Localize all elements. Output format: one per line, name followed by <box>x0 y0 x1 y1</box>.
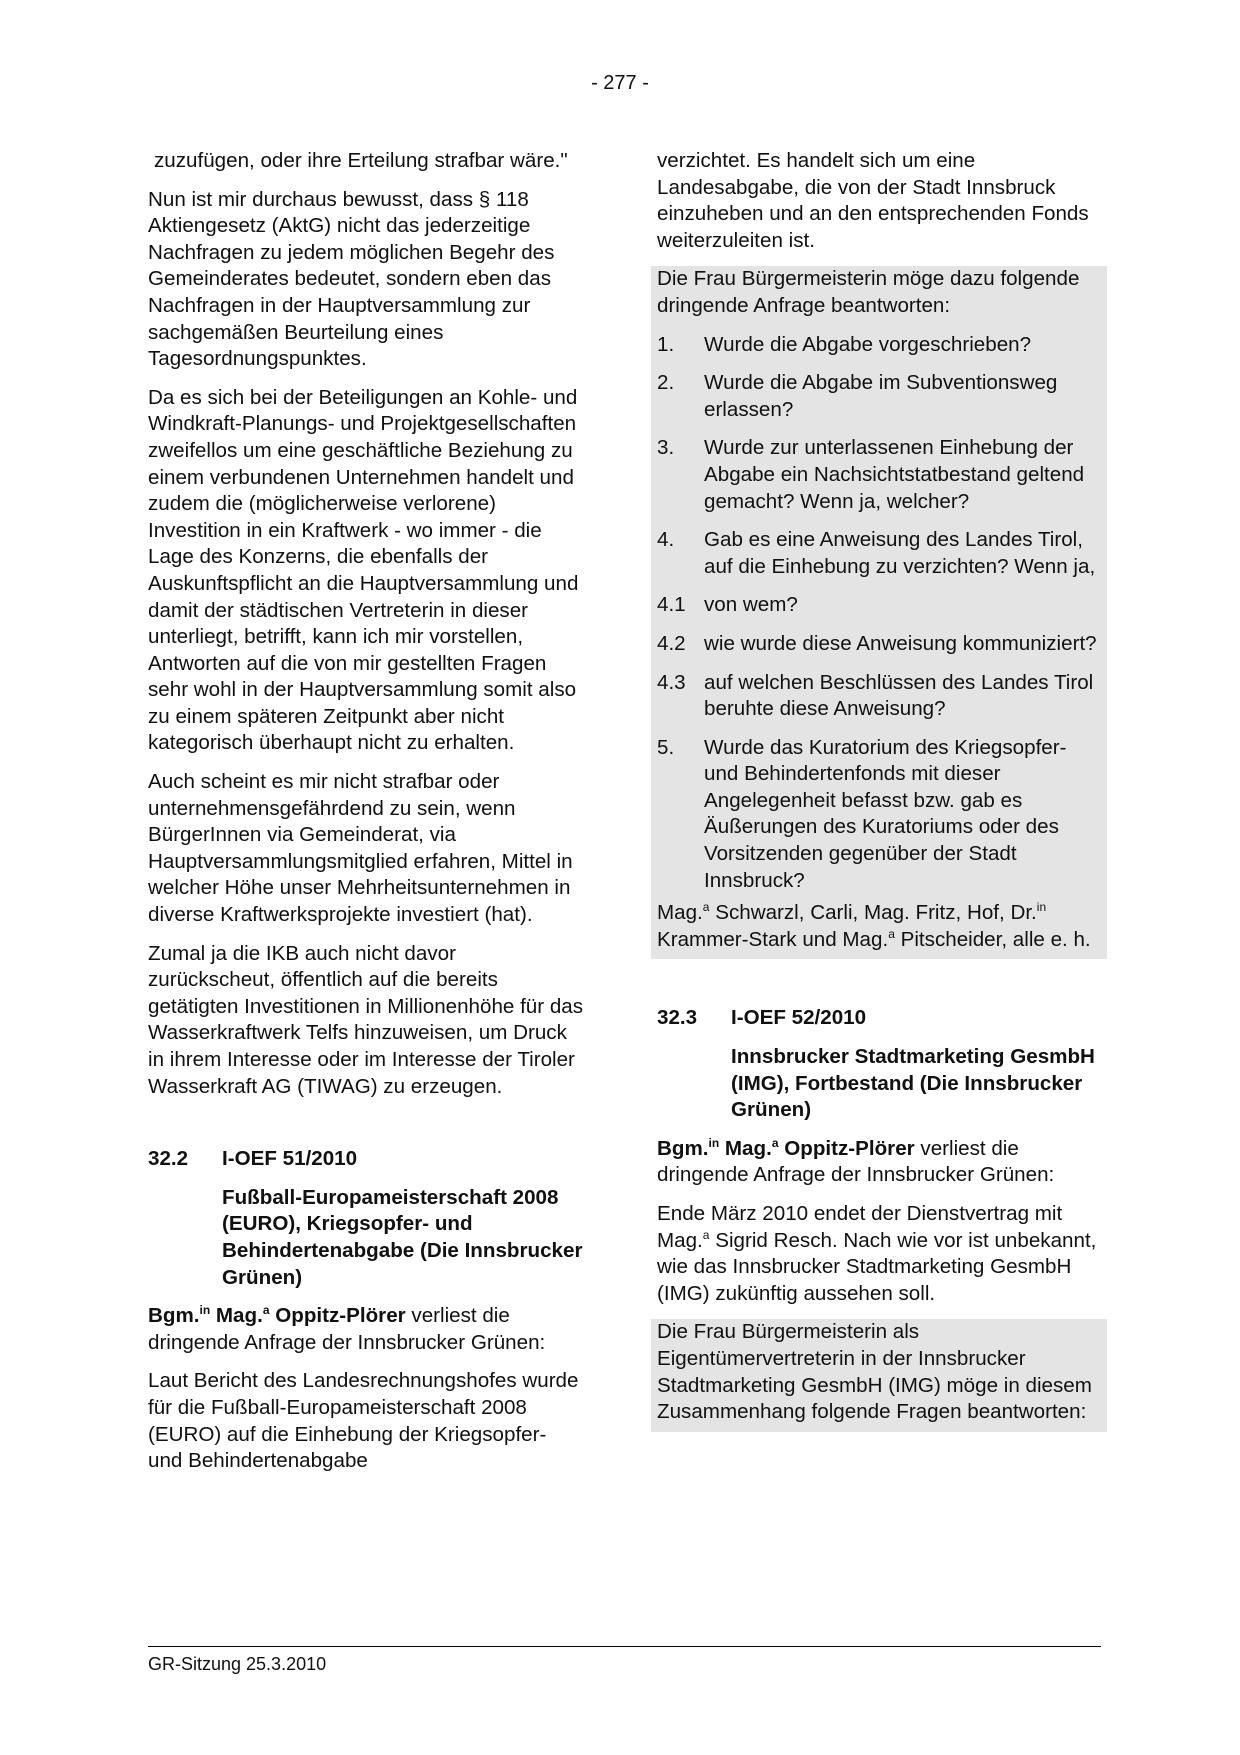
footer-rule <box>148 1646 1101 1647</box>
speaker-text: verliest die dringende Anfrage der Innsbrucker Grünen: <box>148 1304 546 1354</box>
question-text: von wem? <box>704 593 798 617</box>
section-heading <box>657 1005 1101 1032</box>
inquiry-box <box>651 266 1107 959</box>
paragraph: Da es sich bei der Beteiligungen an Kohle- und Windkraft-Planungs- und Projektgesellschaften zweifellos um eine geschäftliche Beziehung zu einem verbundenen Unternehmen handelt und zudem die (möglicherweise verlorene) Investition in ein Kraftwerk - wo immer - die Lage des Konzerns, die ebenfalls der Auskunftspflicht an die Hauptversammlung und damit der städtischen Vertreterin in dieser unterliegt, betrifft, kann ich mir vorstellen, Antworten auf die von mir gestellten Fragen sehr wohl in der Hauptversammlung somit also zu einem späteren Zeitpunkt aber nicht kategorisch überhaupt nicht zu erhalten. <box>148 385 579 755</box>
question-item <box>657 435 1101 527</box>
question-text: Gab es eine Anweisung des Landes Tirol, auf die Einhebung zu verzichten? Wenn ja, <box>704 528 1096 578</box>
question-item <box>657 527 1101 592</box>
section-code: I-OEF 52/2010 <box>731 1006 867 1030</box>
left-column <box>148 148 586 1487</box>
paragraph: Ende März 2010 endet der Dienstvertrag mit Mag.$^a$ Sigrid Resch. Nach wie vor ist unbekannt, wie das Innsbrucker Stadtmarketing GesmbH (IMG) zukünftig aussehen soll. <box>657 1202 1097 1305</box>
question-item <box>657 370 1101 435</box>
section-title: Fußball-Europameisterschaft 2008 (EURO), Kriegsopfer- und Behindertenabgabe (Die Innsbrucker Grünen) <box>222 1185 583 1289</box>
question-number: 4.1 <box>657 593 686 617</box>
section-title: Innsbrucker Stadtmarketing GesmbH (IMG), Fortbestand (Die Innsbrucker Grünen) <box>731 1045 1095 1122</box>
question-list <box>657 332 1101 901</box>
section-code: I-OEF 51/2010 <box>222 1147 358 1171</box>
signers: Mag.$^a$ Schwarzl, Carli, Mag. Fritz, Hof, Dr.$^{in}$ Krammer-Stark und Mag.$^a$ Pitscheider, alle e. h. <box>657 900 1091 951</box>
question-text: Wurde die Abgabe vorgeschrieben? <box>704 332 1032 356</box>
question-text: wie wurde diese Anweisung kommuniziert? <box>704 631 1097 655</box>
page-number: - 277 - <box>591 72 649 94</box>
question-text: auf welchen Beschlüssen des Landes Tirol beruhte diese Anweisung? <box>704 670 1094 721</box>
question-number: 4. <box>657 528 675 552</box>
question-number: 1. <box>657 332 675 356</box>
speaker-title: Bgm.$^{in}$ Mag.$^a$ Oppitz-Plörer <box>657 1135 915 1160</box>
question-text: Wurde die Abgabe im Subventionsweg erlassen? <box>704 371 1058 421</box>
paragraph: Laut Bericht des Landesrechnungshofes wurde für die Fußball-Europameisterschaft 2008 (EURO) auf die Einhebung der Kriegsopfer- und Behindertenabgabe <box>148 1369 579 1473</box>
section-heading <box>148 1146 586 1173</box>
right-column <box>657 148 1101 1432</box>
question-number: 5. <box>657 735 675 759</box>
paragraph: verzichtet. Es handelt sich um eine Landesabgabe, die von der Stadt Innsbruck einzuheben und an den entsprechenden Fonds weiterzuleiten ist. <box>657 149 1089 252</box>
question-text: Wurde zur unterlassenen Einhebung der Abgabe ein Nachsichtstatbestand geltend gemacht? Wenn ja, welcher? <box>704 436 1085 513</box>
speaker-line <box>657 1136 1101 1189</box>
section-number: 32.3 <box>657 1006 698 1030</box>
paragraph: zuzufügen, oder ihre Erteilung strafbar wäre." <box>154 149 568 172</box>
speaker-title: Bgm.$^{in}$ Mag.$^a$ Oppitz-Plörer <box>148 1303 406 1328</box>
question-item <box>657 332 1101 371</box>
section-number: 32.2 <box>148 1147 189 1171</box>
question-text: Wurde das Kuratorium des Kriegsopfer- und Behindertenfonds mit dieser Angelegenheit befasst bzw. gab es Äußerungen des Kuratoriums oder des Vorsitzenden gegenüber der Stadt Innsbruck? <box>704 735 1067 892</box>
question-number: 2. <box>657 371 675 395</box>
question-item <box>657 631 1101 670</box>
footer-text: GR-Sitzung 25.3.2010 <box>148 1654 327 1674</box>
speaker-text: verliest die dringende Anfrage der Innsbrucker Grünen: <box>657 1136 1055 1187</box>
speaker-line <box>148 1303 586 1356</box>
question-number: 4.3 <box>657 670 686 694</box>
paragraph: Auch scheint es mir nicht strafbar oder unternehmensgefährdend zu sein, wenn BürgerInnen via Gemeinderat, via Hauptversammlungsmitglied erfahren, Mittel in welcher Höhe unser Mehrheitsunternehmen in diverse Kraftwerksprojekte investiert (hat). <box>148 770 573 927</box>
inquiry-intro: Die Frau Bürgermeisterin möge dazu folgende dringende Anfrage beantworten: <box>657 267 1080 317</box>
question-item <box>657 670 1101 735</box>
question-item <box>657 735 1101 901</box>
question-number: 3. <box>657 436 675 460</box>
question-item <box>657 592 1101 631</box>
closing-text: Die Frau Bürgermeisterin als Eigentümervertreterin in der Innsbrucker Stadtmarketing GesmbH (IMG) möge in diesem Zusammenhang folgende Fragen beantworten: <box>657 1320 1092 1424</box>
closing-box <box>651 1319 1107 1431</box>
question-number: 4.2 <box>657 631 686 655</box>
paragraph: Nun ist mir durchaus bewusst, dass § 118 Aktiengesetz (AktG) nicht das jederzeitige Nachfragen zu jedem möglichen Begehr des Gemeinderates bedeutet, sondern eben das Nachfragen in der Hauptversammlung zur sachgemäßen Beurteilung eines Tagesordnungspunktes. <box>148 187 555 371</box>
paragraph: Zumal ja die IKB auch nicht davor zurückscheut, öffentlich auf die bereits getätigten Investitionen in Millionenhöhe für das Wasserkraftwerk Telfs hinzuweisen, um Druck in ihrem Interesse oder im Interesse der Tiroler Wasserkraft AG (TIWAG) zu erzeugen. <box>148 941 584 1098</box>
